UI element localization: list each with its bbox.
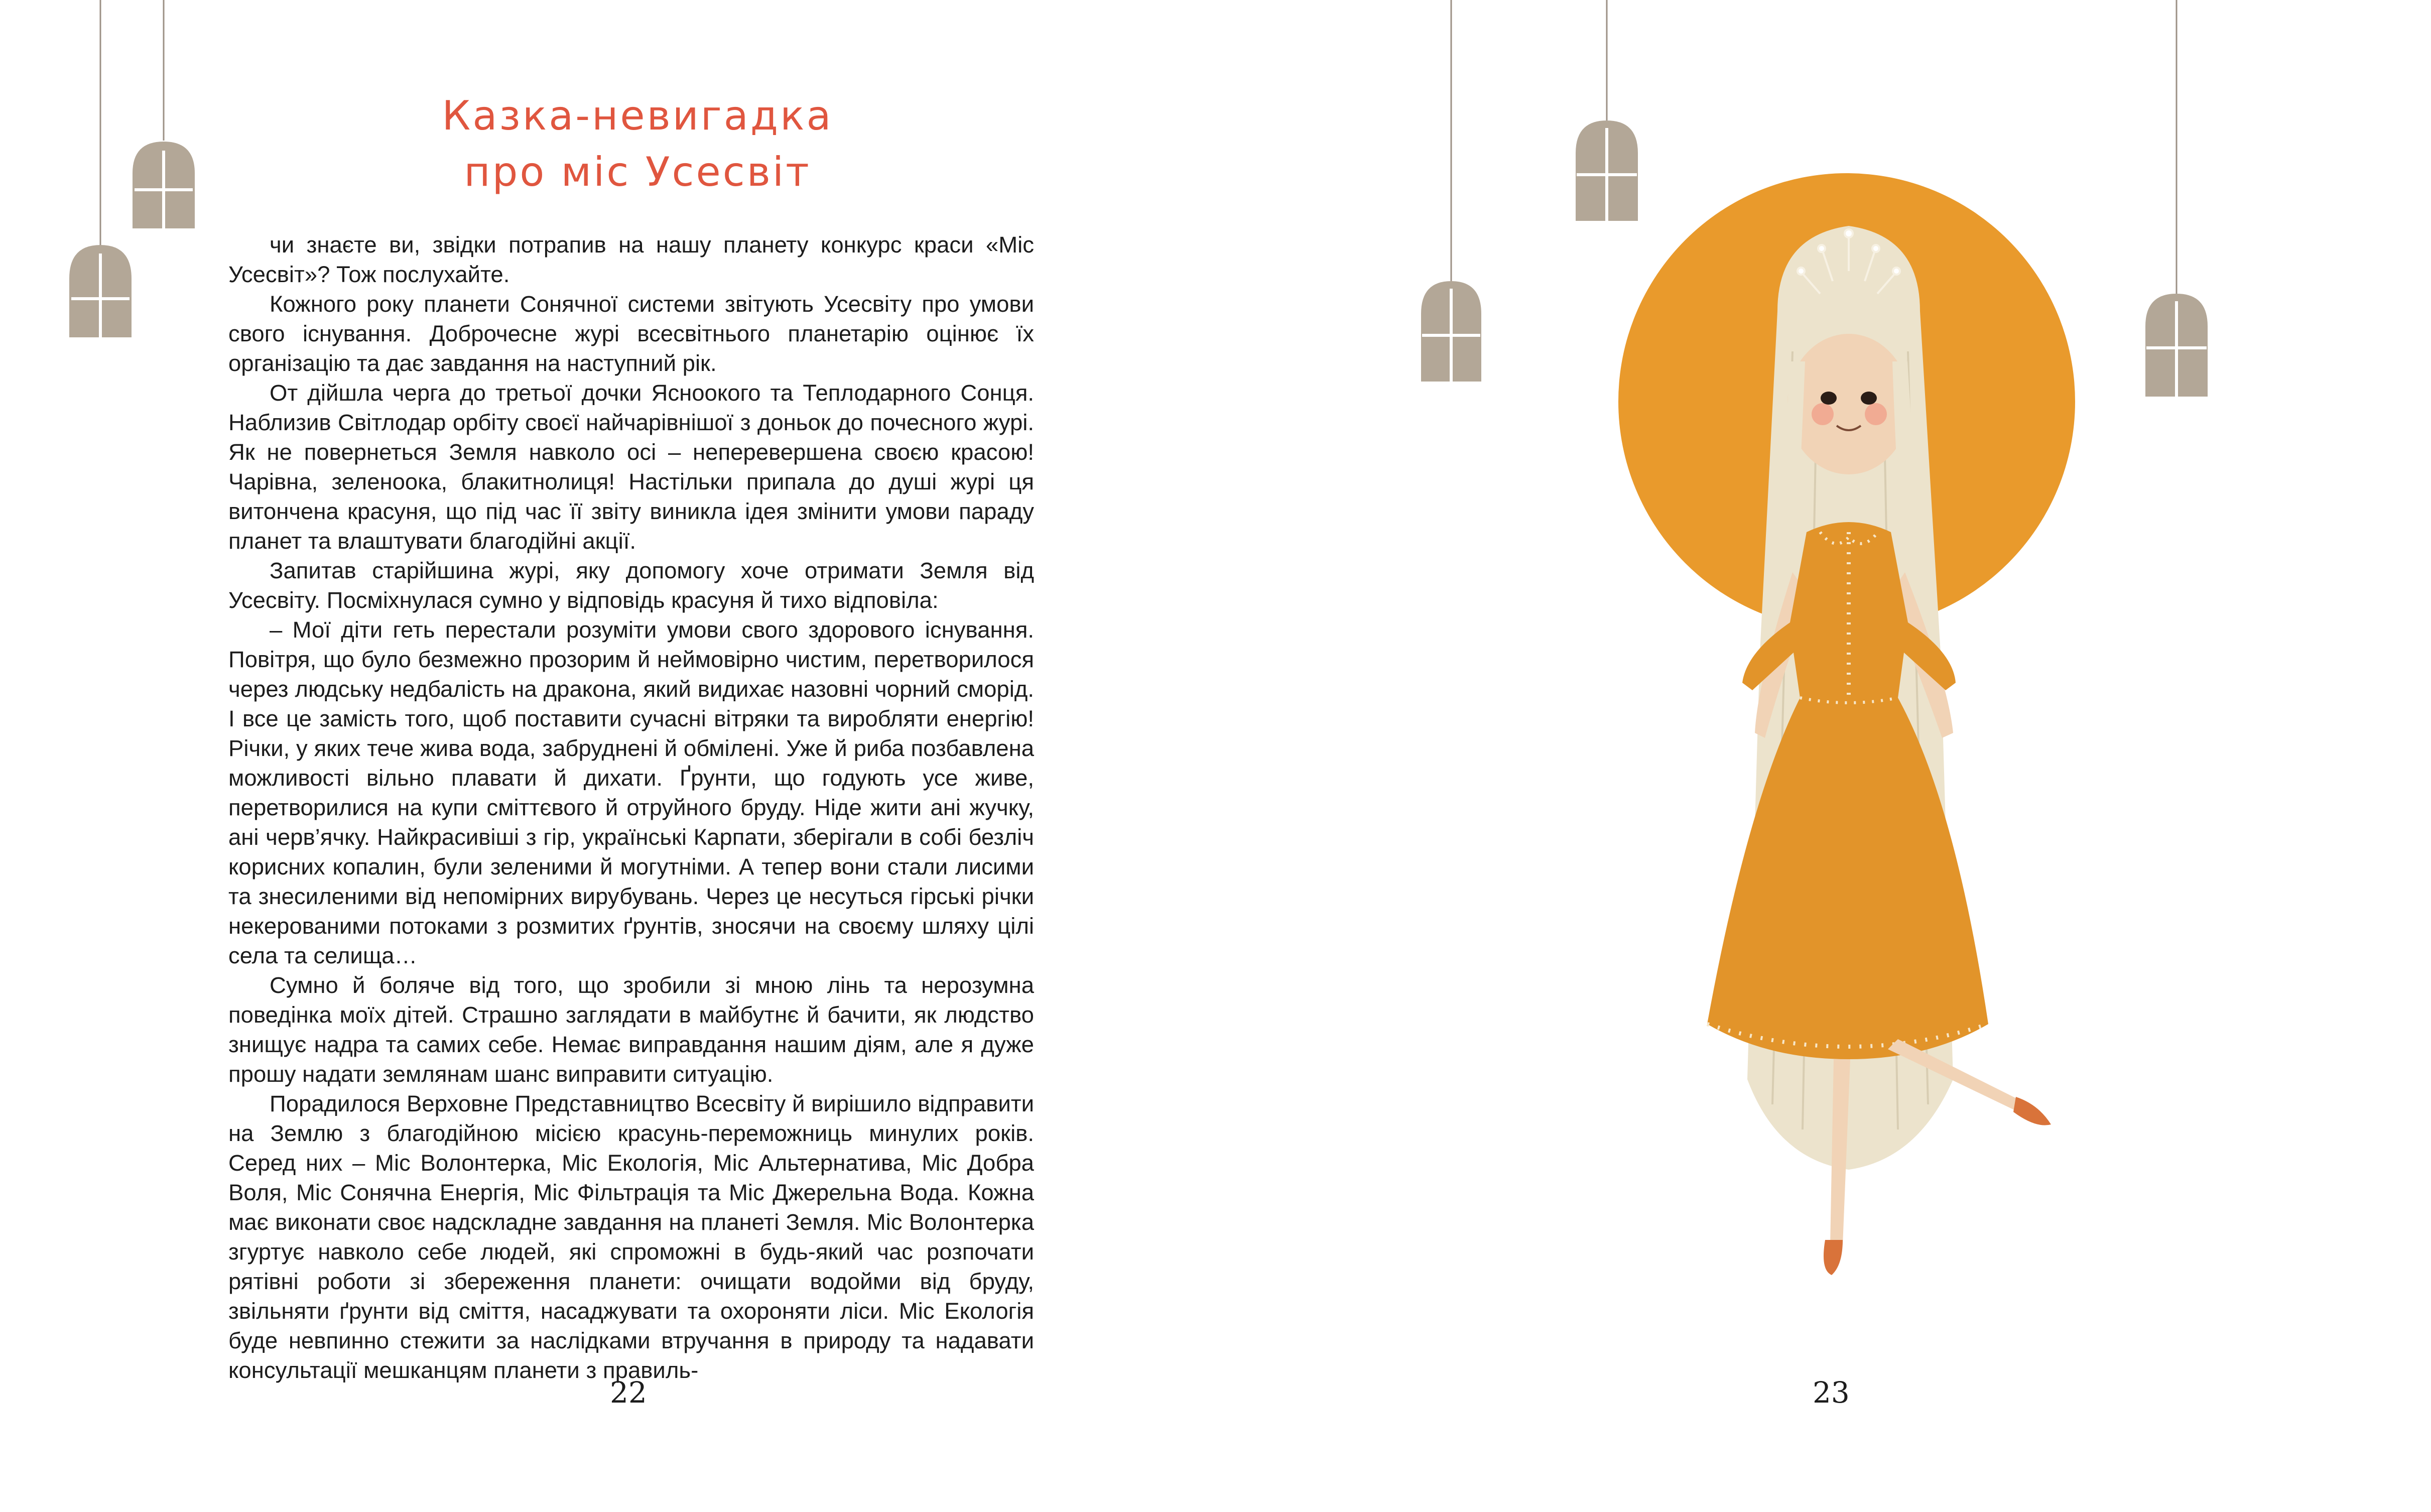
paragraph: Порадилося Верховне Представництво Всесвіту й вирішило відправити на Землю з благодійною місією красунь-переможниць минулих років. Серед них – Міс Волонтерка, Міс Екологія, Міс Альтернатива, Міс Добра Воля, Міс Сонячна Енергія, Міс Фільтрація та Міс Джерельна Вода. Кожна має виконати своє надскладне завдання на планеті Земля. Міс Волонтерка згуртує навколо себе людей, які спроможні в будь-який час розпочати рятівні роботи зі збереження планети: очищати водойми від бруду, звільняти ґрунти від сміття, насаджувати та охороняти ліси. Міс Екологія буде невпинно стежити за наслідками втручання в природу та надавати консультації мешканцям планети з правиль- (228, 1091, 1034, 1383)
hanging-lamp-icon (2145, 0, 2208, 397)
paragraph: – Мої діти геть перестали розуміти умови свого здорового існування. Повітря, що було безмежно прозорим й неймовірно чистим, перетворилося через людську недбалість на дракона, який видихає назовні чорний сморід. І все це замість того, щоб поставити сучасні вітряки та виробляти енергію! Річки, у яких тече жива вода, забруднені й обмілені. Уже й риба позбавлена можливості вільно плавати й дихати. Ґрунти, що годують усе живе, перетворилися на купи сміттєвого й отруйного бруду. Ніде жити ані жучку, ані черв’ячку. Найкрасивіші з гір, українські Карпати, зберігали в собі безліч корисних копалин, були зеленими й могутніми. А тепер вони стали лисими та знесиленими від непомірних вирубувань. Через це несуться гірські річки некерованими потоками з розмитих ґрунтів, зносячи на своєму шляху цілі села та селища… (228, 617, 1034, 968)
face (1787, 334, 1910, 474)
page-number: 22 (610, 1375, 647, 1410)
paragraph: От дійшла черга до третьої дочки Ясноокого та Теплодарного Сонця. Наблизив Світлодар орбіту своєї найчарівнішої з доньок до почесного журі. Як не повернеться Земля навколо осі – неперевершена своєю красою! Чарівна, зеленоока, блакитнолиця! Настільки припала до душі журі ця витончена красуня, що під час її звіту виникла ідея змінити умови параду планет та влаштувати благодійні акції. (228, 380, 1034, 554)
story-title (361, 88, 914, 200)
title-line-2: про міс Усесвіт (464, 149, 811, 195)
hanging-lamp-icon (1576, 0, 1638, 221)
hanging-lamp-icon (65, 0, 136, 341)
hanging-lamp-icon (129, 0, 199, 231)
paragraph: Сумно й боляче від того, що зробили зі мною лінь та нерозумна поведінка моїх дітей. Страшно заглядати в майбутнє й бачити, як людство знищує надра та самих себе. Немає виправдання нашим діям, але я дуже прошу надати землянам шанс виправити ситуацію. (228, 972, 1034, 1087)
title-line-1: Казка-невигадка (442, 92, 833, 139)
hanging-lamp-icon (1421, 0, 1481, 382)
right-page (1215, 0, 2431, 1512)
page-number: 23 (1813, 1375, 1850, 1410)
story-body (228, 230, 1034, 1385)
miss-universe-illustration (1215, 0, 2431, 1512)
paragraph: Кожного року планети Сонячної системи звітують Усесвіту про умови свого існування. Доброчесне журі всесвітнього планетарію оцінює їх організацію та дає завдання на наступний рік. (228, 291, 1034, 376)
left-page (0, 0, 1215, 1512)
paragraph: чи знаєте ви, звідки потрапив на нашу планету конкурс краси «Міс Усесвіт»? Тож послухайте. (228, 232, 1034, 287)
paragraph: Запитав старійшина журі, яку допомогу хоче отримати Земля від Усесвіту. Посміхнулася сумно у відповідь красуня й тихо відповіла: (228, 558, 1034, 613)
